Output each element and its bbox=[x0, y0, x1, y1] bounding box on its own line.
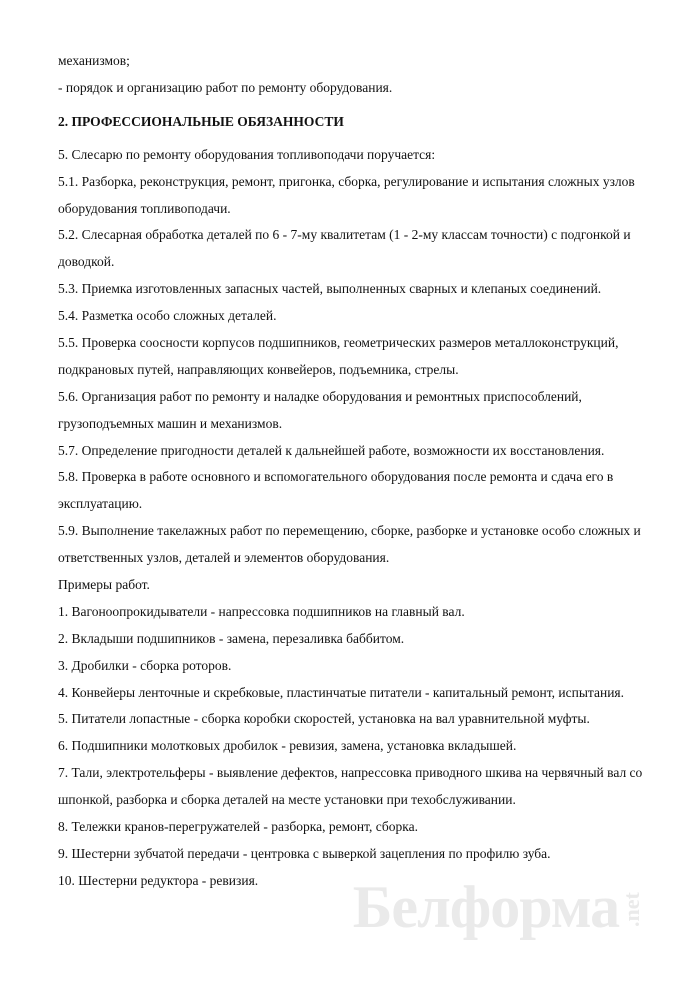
text-line: 5.6. Организация работ по ремонту и наладке оборудования и ремонтных приспособлений, bbox=[58, 388, 582, 404]
text-line: 5.4. Разметка особо сложных деталей. bbox=[58, 308, 277, 324]
example-item: 3. Дробилки - сборка роторов. bbox=[58, 657, 232, 673]
watermark-suffix: .net bbox=[619, 892, 645, 927]
text-line: 5.7. Определение пригодности деталей к дальнейшей работе, возможности их восстановления. bbox=[58, 442, 605, 458]
text-line: - порядок и организацию работ по ремонту оборудования. bbox=[58, 79, 393, 95]
example-item: 4. Конвейеры ленточные и скребковые, пластинчатые питатели - капитальный ремонт, испытания. bbox=[58, 684, 624, 700]
watermark-text: Белформа bbox=[352, 874, 620, 940]
example-item: 8. Тележки кранов-перегружателей - разборка, ремонт, сборка. bbox=[58, 819, 418, 835]
text-line: механизмов; bbox=[58, 53, 130, 68]
example-item: 7. Тали, электротельферы - выявление дефектов, напрессовка приводного шкива на червячный вал со bbox=[58, 765, 643, 781]
example-item: 2. Вкладыши подшипников - замена, перезаливка баббитом. bbox=[58, 630, 405, 646]
example-item: 6. Подшипники молотковых дробилок - ревизия, замена, установка вкладышей. bbox=[58, 738, 517, 754]
examples-label: Примеры работ. bbox=[58, 577, 150, 593]
text-line: 5.2. Слесарная обработка деталей по 6 - 7-му квалитетам (1 - 2-му классам точности) с подгонкой и bbox=[58, 227, 631, 243]
example-item: шпонкой, разборка и сборка деталей на месте установки при техобслуживании. bbox=[58, 792, 516, 808]
example-item: 10. Шестерни редуктора - ревизия. bbox=[58, 872, 259, 888]
text-line: 5.8. Проверка в работе основного и вспомогательного оборудования после ремонта и сдача его в bbox=[58, 469, 614, 485]
text-line: 5.9. Выполнение такелажных работ по перемещению, сборке, разборке и установке особо сложных и bbox=[58, 523, 641, 539]
example-item: 5. Питатели лопастные - сборка коробки скоростей, установка на вал уравнительной муфты. bbox=[58, 711, 590, 727]
text-line: подкрановых путей, направляющих конвейеров, подъемника, стрелы. bbox=[58, 361, 459, 377]
text-line: 5. Слесарю по ремонту оборудования топливоподачи поручается: bbox=[58, 146, 436, 162]
text-line: 5.1. Разборка, реконструкция, ремонт, пригонка, сборка, регулирование и испытания сложных узлов bbox=[58, 173, 635, 189]
document-body bbox=[58, 48, 658, 895]
text-line: доводкой. bbox=[58, 254, 115, 270]
text-line: 5.3. Приемка изготовленных запасных частей, выполненных сварных и клепаных соединений. bbox=[58, 281, 602, 297]
text-line: 5.5. Проверка соосности корпусов подшипников, геометрических размеров металлоконструкций, bbox=[58, 335, 619, 351]
watermark-logo bbox=[353, 872, 654, 942]
text-line: ответственных узлов, деталей и элементов оборудования. bbox=[58, 550, 390, 566]
example-item: 9. Шестерни зубчатой передачи - центровка с выверкой зацепления по профилю зуба. bbox=[58, 845, 551, 861]
example-item: 1. Вагоноопрокидыватели - напрессовка подшипников на главный вал. bbox=[58, 603, 465, 619]
text-line: оборудования топливоподачи. bbox=[58, 200, 231, 216]
text-line: эксплуатацию. bbox=[58, 496, 143, 512]
text-line: грузоподъемных машин и механизмов. bbox=[58, 415, 283, 431]
section-heading: 2. ПРОФЕССИОНАЛЬНЫЕ ОБЯЗАННОСТИ bbox=[58, 113, 344, 129]
